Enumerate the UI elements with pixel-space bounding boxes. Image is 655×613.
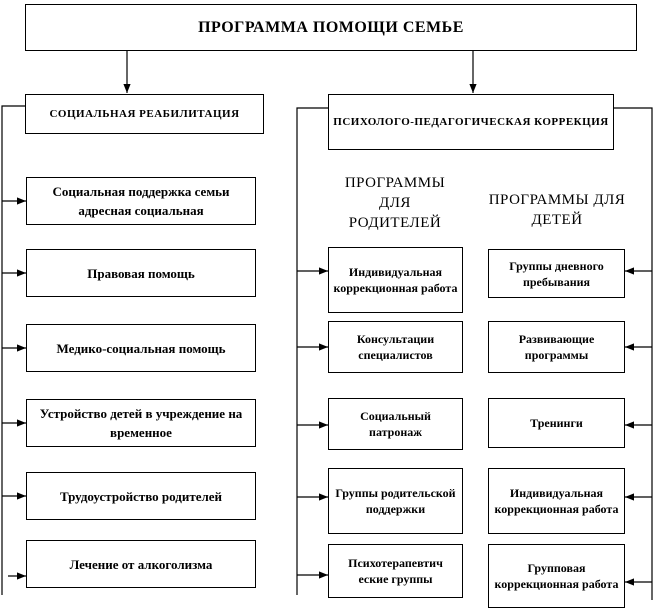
left-item-medical-social: Медико-социальная помощь (26, 324, 256, 372)
left-bracket-line (2, 106, 26, 595)
left-item-legal-help: Правовая помощь (26, 249, 256, 297)
children-programs-heading: ПРОГРАММЫ ДЛЯ ДЕТЕЙ (488, 192, 626, 228)
left-item-alcohol-treatment: Лечение от алкоголизма (26, 540, 256, 588)
children-item-developmental: Развивающие программы (488, 321, 625, 373)
children-item-individual: Индивидуальная коррекционная работа (488, 468, 625, 534)
children-item-trainings: Тренинги (488, 398, 625, 448)
parents-programs-heading: ПРОГРАММЫ ДЛЯ РОДИТЕЛЕЙ (344, 175, 446, 231)
parents-item-psychotherapy: Психотерапевтич еские группы (328, 544, 463, 598)
program-title: ПРОГРАММА ПОМОЩИ СЕМЬЕ (25, 4, 637, 51)
children-item-group: Групповая коррекционная работа (488, 544, 625, 608)
parents-item-support-groups: Группы родительской поддержки (328, 468, 463, 534)
parents-item-consultations: Консультации специалистов (328, 321, 463, 373)
parents-item-patronage: Социальный патронаж (328, 398, 463, 450)
social-rehab-heading: СОЦИАЛЬНАЯ РЕАБИЛИТАЦИЯ (25, 94, 264, 134)
left-item-social-support: Социальная поддержка семьи адресная социальная (26, 177, 256, 225)
parents-item-individual: Индивидуальная коррекционная работа (328, 247, 463, 313)
parents-bracket-line (297, 108, 328, 595)
left-item-employment: Трудоустройство родителей (26, 472, 256, 520)
left-item-child-placement: Устройство детей в учреждение на временное (26, 399, 256, 447)
children-item-day-groups: Группы дневного пребывания (488, 249, 625, 298)
psych-ped-heading: ПСИХОЛОГО-ПЕДАГОГИЧЕСКАЯ КОРРЕКЦИЯ (328, 94, 614, 150)
